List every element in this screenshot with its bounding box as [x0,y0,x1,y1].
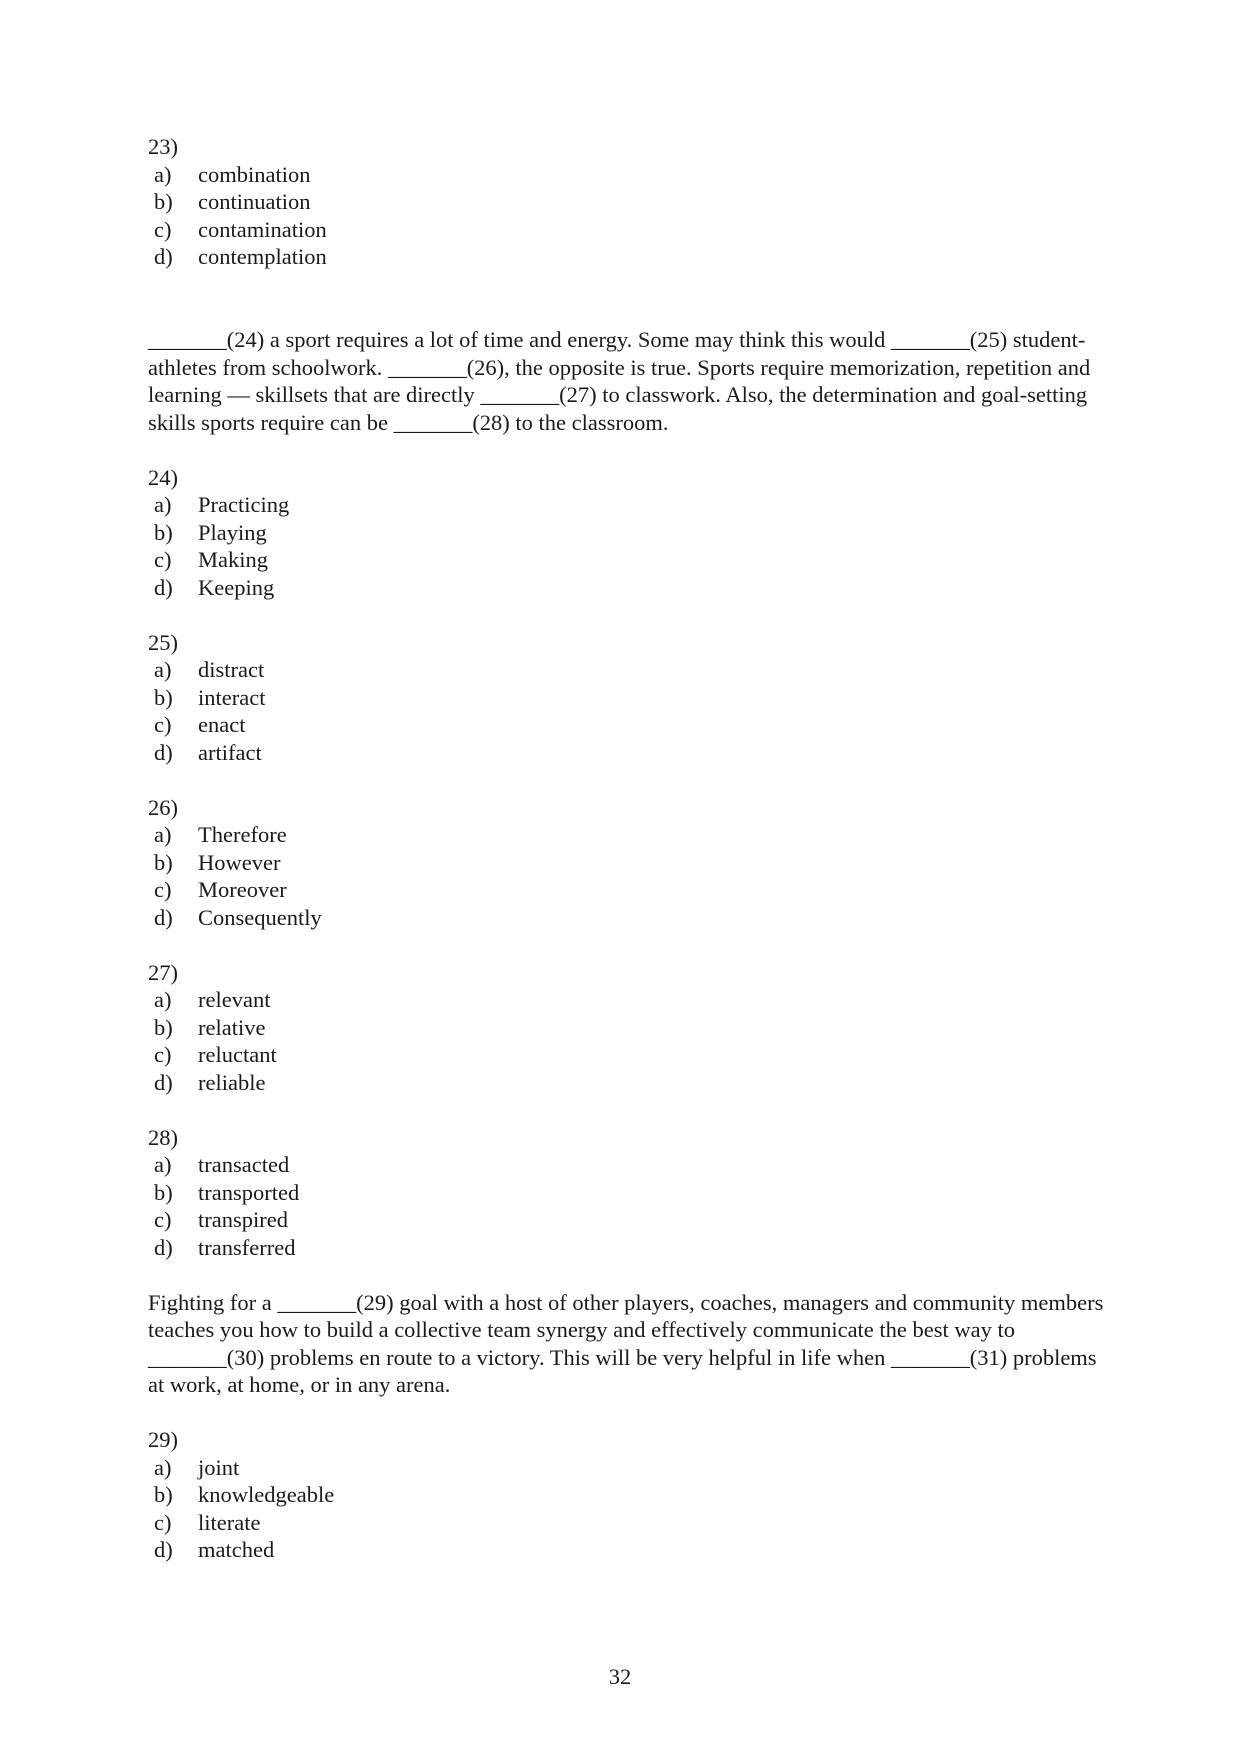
option-text: contamination [198,216,327,242]
option-letter: d) [154,1069,173,1095]
option-text: joint [198,1454,240,1480]
option-text: relevant [198,987,271,1012]
answer-option [148,1179,1108,1207]
option-letter: c) [154,1207,172,1232]
answer-option [148,491,1108,519]
question-28 [148,1124,1108,1262]
option-text: transferred [198,1234,296,1260]
answer-option [148,546,1108,574]
option-letter: a) [154,492,172,517]
question-25 [148,629,1108,767]
option-letter: a) [154,161,172,187]
question-29 [148,1426,1108,1564]
answer-option [148,684,1108,712]
answer-option [148,1041,1108,1069]
answer-option [148,986,1108,1014]
option-letter: c) [154,216,172,242]
option-text: Keeping [198,574,275,600]
option-text: relative [198,1014,266,1040]
answer-option [148,1014,1108,1042]
answer-option [148,1206,1108,1234]
passage-paragraph: _______(24) a sport requires a lot of time and energy. Some may think this would _______(25) student-athletes from schoolwork. _______(26), the opposite is true. Sports require memorization, repetition and learning — skillsets that are directly _______(27) to classwork. Also, the determination and goal-setting skills sports require can be _______(28) to the classroom. [148,327,1091,435]
answer-option [148,1069,1108,1097]
answer-option [148,1454,1108,1482]
option-text: enact [198,712,246,737]
answer-option [148,216,1108,244]
option-text: transpired [198,1207,288,1232]
answer-option [148,1234,1108,1262]
option-letter: b) [154,849,173,875]
answer-option [148,1151,1108,1179]
option-text: Playing [198,519,267,545]
answer-option [148,188,1108,216]
answer-option [148,849,1108,877]
option-letter: c) [154,1509,172,1535]
answer-option [148,243,1108,271]
option-letter: d) [154,574,173,600]
question-number: 29) [148,1427,178,1452]
option-text: reluctant [198,1042,277,1067]
question-number: 26) [148,794,178,820]
option-letter: c) [154,547,172,572]
passage-paragraph: Fighting for a _______(29) goal with a host of other players, coaches, managers and community members teaches you how to build a collective team synergy and effectively communicate the best way to _______(30) problems en route to a victory. This will be very helpful in life when _______(31) problems at work, at home, or in any arena. [148,1289,1104,1397]
question-number: 25) [148,629,178,655]
option-letter: c) [154,1042,172,1067]
question-26 [148,794,1108,932]
option-text: matched [198,1537,275,1562]
answer-option [148,1481,1108,1509]
option-text: artifact [198,739,262,765]
option-text: reliable [198,1069,266,1095]
option-letter: b) [154,684,173,710]
option-text: Making [198,547,268,572]
question-number: 24) [148,464,178,490]
answer-option [148,1509,1108,1537]
option-letter: a) [154,1152,172,1177]
option-text: transported [198,1179,300,1205]
option-text: Practicing [198,492,290,517]
answer-option [148,656,1108,684]
question-27 [148,959,1108,1097]
option-letter: a) [154,822,172,847]
answer-option [148,821,1108,849]
question-number: 28) [148,1124,178,1150]
answer-option [148,876,1108,904]
option-letter: a) [154,657,172,682]
option-letter: d) [154,1537,173,1562]
option-text: interact [198,684,266,710]
option-text: transacted [198,1152,290,1177]
option-letter: b) [154,519,173,545]
option-letter: a) [154,1454,172,1480]
question-number: 23) [148,134,178,159]
page-number: 32 [608,1664,632,1689]
question-23 [148,133,1108,271]
option-text: combination [198,161,311,187]
option-text: Consequently [198,904,322,930]
answer-option [148,574,1108,602]
option-letter: b) [154,189,173,214]
answer-option [148,739,1108,767]
option-letter: b) [154,1179,173,1205]
answer-option [148,904,1108,932]
answer-option [148,1536,1108,1564]
option-letter: d) [154,739,173,765]
option-text: Therefore [198,822,287,847]
option-text: distract [198,657,265,682]
answer-option [148,161,1108,189]
page-content [148,133,1108,1564]
option-text: continuation [198,189,311,214]
option-letter: d) [154,904,173,930]
option-letter: d) [154,244,173,269]
option-letter: b) [154,1014,173,1040]
option-letter: c) [154,877,172,902]
option-text: literate [198,1509,261,1535]
option-letter: a) [154,987,172,1012]
option-text: contemplation [198,244,327,269]
option-text: However [198,849,281,875]
option-letter: b) [154,1482,173,1507]
answer-option [148,711,1108,739]
option-text: knowledgeable [198,1482,335,1507]
option-letter: c) [154,712,172,737]
question-24 [148,464,1108,602]
option-letter: d) [154,1234,173,1260]
question-number: 27) [148,959,178,985]
answer-option [148,519,1108,547]
option-text: Moreover [198,877,287,902]
